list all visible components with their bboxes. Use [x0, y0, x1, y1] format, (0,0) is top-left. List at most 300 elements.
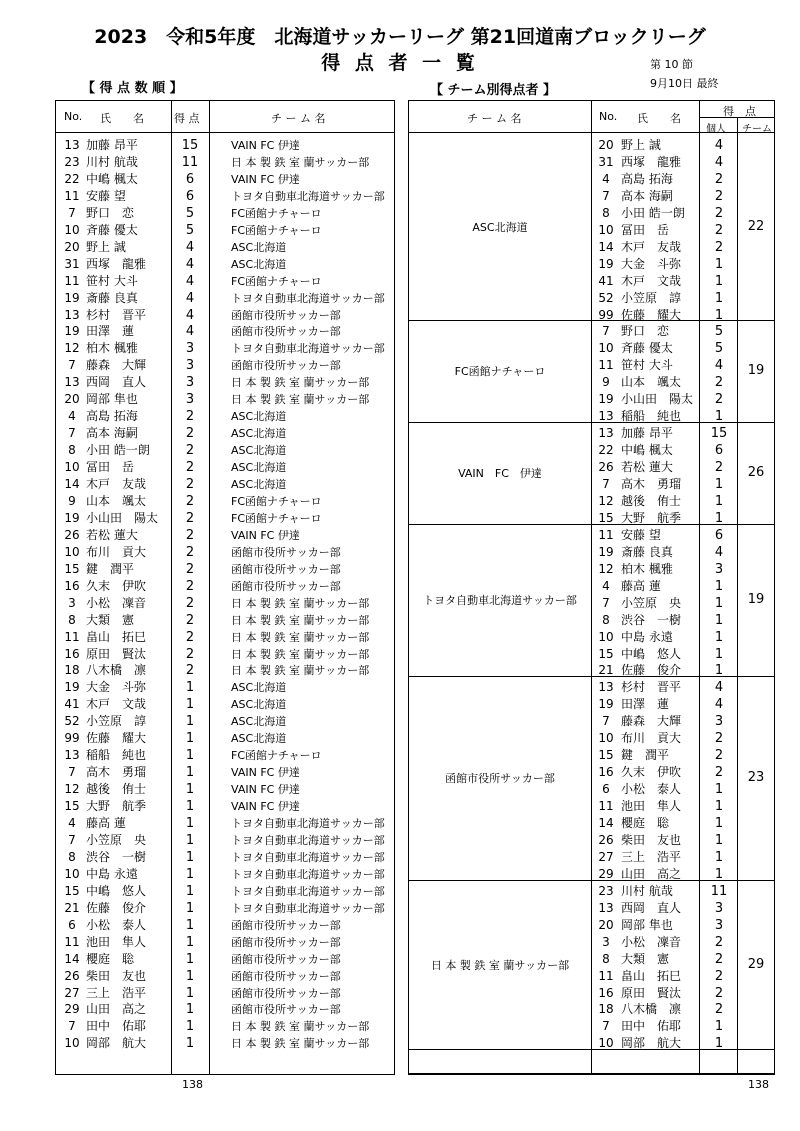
table-row	[409, 832, 774, 849]
scorer-team: 日 本 製 鉄 室 蘭サッカー部	[231, 1020, 370, 1034]
player-points: 2	[714, 171, 724, 187]
scorer-no: 13	[64, 307, 80, 322]
scorer-team: ASC北海道	[231, 715, 287, 729]
scorer-no: 8	[68, 443, 76, 458]
scorer-no: 10	[64, 866, 80, 881]
player-points: 1	[714, 307, 724, 323]
scorer-team: 函館市役所サッカー部	[231, 1003, 341, 1017]
table-row	[56, 747, 394, 764]
scorer-team: VAIN FC 伊達	[231, 139, 300, 152]
table-row	[409, 256, 774, 273]
scorer-points: 11	[181, 154, 199, 170]
player-name: 久末 伊吹	[621, 765, 682, 780]
player-name: 大金 斗弥	[621, 256, 682, 271]
player-points: 6	[714, 527, 724, 543]
scorer-points: 1	[185, 951, 195, 967]
scorer-points: 2	[185, 493, 195, 509]
player-no: 12	[598, 561, 614, 576]
scorer-name: 川村 航哉	[86, 154, 138, 169]
scorer-points: 2	[185, 561, 195, 577]
scorer-team: トヨタ自動車北海道サッカー部	[231, 833, 385, 847]
scorer-no: 22	[64, 171, 80, 186]
scorer-name: 八木橋 凛	[86, 663, 147, 678]
table-row	[56, 256, 394, 273]
player-points: 2	[714, 968, 724, 984]
scorer-team: VAIN FC 伊達	[231, 528, 300, 542]
player-name: 三上 浩平	[621, 849, 682, 864]
team-name: VAIN FC 伊達	[458, 467, 542, 480]
scorer-team: 函館市役所サッカー部	[231, 986, 341, 1000]
player-name: 山本 颯太	[621, 375, 682, 390]
team-total: 26	[747, 465, 765, 480]
scorer-name: 畠山 拓巳	[86, 629, 147, 644]
player-points: 2	[714, 205, 724, 221]
table-row	[56, 425, 394, 442]
scorer-name: 西塚 龍雅	[86, 256, 147, 271]
scorer-team: 函館市役所サッカー部	[231, 562, 341, 576]
table-row	[56, 900, 394, 917]
table-row	[409, 357, 774, 374]
player-name: 若松 蓮大	[621, 460, 673, 475]
player-name: 鍵 潤平	[621, 748, 670, 763]
player-points: 3	[714, 900, 724, 916]
table-row	[409, 900, 774, 917]
table-row	[56, 1035, 394, 1052]
scorer-no: 19	[64, 680, 80, 695]
table-row	[56, 612, 394, 629]
player-name: 高島 拓海	[621, 171, 673, 186]
scorer-no: 14	[64, 477, 80, 491]
player-name: 佐藤 俊介	[621, 663, 682, 678]
scorer-points: 1	[185, 866, 195, 882]
scorer-name: 笹村 大斗	[86, 273, 138, 288]
scorer-points: 1	[185, 748, 195, 764]
player-points: 2	[714, 392, 724, 408]
scorer-no: 3	[68, 595, 76, 610]
scorer-team: 日 本 製 鉄 室 蘭サッカー部	[231, 647, 370, 661]
table-row	[409, 323, 774, 340]
player-points: 2	[714, 1002, 724, 1018]
table-row	[56, 323, 394, 340]
player-name: 田中 佑耶	[621, 1019, 682, 1034]
scorer-name: 越後 侑士	[86, 782, 147, 797]
scorer-no: 12	[64, 782, 80, 797]
scorer-no: 8	[68, 612, 76, 627]
scorer-name: 安藤 望	[86, 188, 126, 203]
player-no: 12	[598, 493, 614, 508]
scorer-name: 若松 蓮大	[86, 527, 138, 542]
scorer-name: 高島 拓海	[86, 409, 138, 424]
table-row	[409, 1001, 774, 1018]
scorer-team: ASC北海道	[231, 681, 287, 695]
player-points: 4	[714, 358, 724, 374]
team-name: 日 本 製 鉄 室 蘭サッカー部	[430, 958, 570, 972]
scorer-points: 2	[185, 595, 195, 611]
table-row	[56, 459, 394, 476]
player-name: 大野 航季	[621, 510, 682, 525]
scorer-name: 木戸 文哉	[86, 697, 147, 712]
scorer-no: 7	[68, 832, 76, 847]
table-row	[56, 629, 394, 646]
table-row	[409, 459, 774, 476]
player-points: 4	[714, 544, 724, 560]
scorer-points: 1	[185, 816, 195, 831]
scorer-name: 原田 賢汰	[86, 646, 147, 661]
scorer-name: 稲船 純也	[86, 748, 147, 763]
player-points: 1	[714, 578, 724, 594]
scorer-name: 中嶋 楓太	[86, 171, 138, 186]
table-row	[409, 561, 774, 578]
player-no: 8	[602, 951, 610, 966]
scorer-points: 1	[185, 917, 195, 933]
scorer-name: 大類 憲	[86, 612, 135, 627]
player-name: 中嶋 悠人	[621, 646, 682, 661]
scorer-no: 19	[64, 510, 80, 525]
scorer-points: 6	[185, 188, 195, 204]
player-name: 田澤 蓮	[621, 697, 670, 712]
scorer-points: 1	[185, 731, 195, 747]
scorer-no: 23	[64, 154, 80, 169]
scorer-points: 1	[185, 782, 195, 798]
player-name: 岡部 航大	[621, 1036, 682, 1051]
player-no: 19	[598, 256, 614, 271]
scorer-no: 6	[68, 917, 76, 932]
player-points: 4	[714, 680, 724, 696]
player-no: 10	[598, 629, 614, 644]
scorer-team: VAIN FC 伊達	[231, 766, 300, 780]
player-points: 4	[714, 697, 724, 713]
table-row	[409, 340, 774, 357]
team-total: 19	[747, 592, 765, 608]
scorer-points: 2	[185, 544, 195, 560]
table-row	[409, 679, 774, 696]
player-points: 1	[714, 782, 724, 798]
scorer-team: VAIN FC 伊達	[231, 800, 300, 814]
player-points: 2	[714, 188, 724, 204]
table-row	[409, 1018, 774, 1035]
player-points: 5	[714, 341, 724, 357]
player-points: 5	[714, 324, 724, 340]
table-row	[56, 866, 394, 883]
player-name: 笹村 大斗	[621, 358, 673, 373]
scorer-points: 2	[185, 629, 195, 645]
player-no: 11	[598, 968, 614, 983]
scorer-name: 加藤 昂平	[86, 138, 138, 152]
scorer-name: 小笠原 央	[86, 832, 147, 847]
table-row	[56, 307, 394, 324]
player-no: 7	[602, 324, 610, 339]
player-no: 16	[598, 985, 614, 1000]
scorer-no: 7	[68, 426, 76, 441]
scorer-no: 4	[68, 816, 76, 830]
scorer-team: 函館市役所サッカー部	[231, 579, 341, 593]
player-no: 22	[598, 443, 614, 458]
header-no: No.	[64, 110, 83, 123]
scorer-no: 99	[64, 731, 80, 746]
scorer-team: 日 本 製 鉄 室 蘭サッカー部	[231, 664, 370, 678]
table-row	[56, 595, 394, 612]
scorer-points: 1	[185, 799, 195, 815]
player-name: 八木橋 凛	[621, 1002, 682, 1017]
player-points: 2	[714, 239, 724, 255]
table-row	[56, 171, 394, 188]
player-name: 渋谷 一樹	[621, 612, 682, 627]
table-row	[409, 425, 774, 442]
scorer-points: 1	[185, 832, 195, 848]
player-name: 木戸 友哉	[621, 239, 682, 254]
scorer-no: 12	[64, 341, 80, 356]
table-row	[56, 883, 394, 900]
player-points: 1	[714, 595, 724, 611]
player-no: 7	[602, 477, 610, 491]
scorer-team: ASC北海道	[231, 410, 287, 424]
page-number-right: 138	[748, 1078, 769, 1091]
scorer-team: ASC北海道	[231, 444, 287, 458]
scorer-no: 27	[64, 985, 80, 1000]
player-name: 冨田 岳	[621, 222, 670, 237]
table-row	[409, 171, 774, 188]
scorer-name: 佐藤 俊介	[86, 900, 147, 915]
player-no: 27	[598, 849, 614, 864]
scorer-points: 1	[185, 883, 195, 899]
player-name: 高本 海嗣	[621, 188, 673, 203]
table-row	[56, 662, 394, 679]
table-row	[409, 205, 774, 222]
player-points: 1	[714, 510, 724, 526]
player-no: 19	[598, 392, 614, 407]
player-no: 14	[598, 816, 614, 830]
scorer-name: 岡部 航大	[86, 1036, 147, 1051]
player-points: 3	[714, 714, 724, 730]
group-divider	[409, 422, 774, 423]
date-label: 9月10日 最終	[650, 77, 719, 90]
player-no: 3	[602, 934, 610, 949]
scorer-no: 19	[64, 290, 80, 305]
table-row	[56, 374, 394, 391]
scorer-team: 函館市役所サッカー部	[231, 545, 341, 559]
scorer-points: 5	[185, 205, 195, 221]
player-no: 29	[598, 866, 614, 881]
table-row	[409, 815, 774, 832]
player-points: 1	[714, 799, 724, 815]
scorer-points: 1	[185, 1019, 195, 1035]
table-row	[56, 239, 394, 256]
scorer-no: 19	[64, 324, 80, 339]
scorer-points: 1	[185, 714, 195, 730]
table-row	[409, 985, 774, 1002]
scorer-team: 日 本 製 鉄 室 蘭サッカー部	[231, 613, 370, 627]
player-name: 木戸 文哉	[621, 273, 682, 288]
player-no: 26	[598, 460, 614, 475]
group-divider	[409, 676, 774, 677]
table-row	[409, 917, 774, 934]
player-name: 稲船 純也	[621, 409, 682, 424]
table-row	[56, 934, 394, 951]
table-row	[409, 154, 774, 171]
scorer-no: 16	[64, 646, 80, 661]
table-row	[409, 747, 774, 764]
scorer-no: 21	[64, 900, 80, 915]
player-points: 1	[714, 273, 724, 289]
team-total: 19	[747, 363, 765, 379]
header-name: 氏 名	[100, 112, 144, 125]
player-no: 4	[602, 578, 610, 593]
section-ranking-heading: 【 得 点 数 順 】	[82, 81, 183, 96]
table-row	[56, 951, 394, 968]
team-total: 29	[747, 956, 765, 972]
blank-row-divider	[409, 1073, 774, 1074]
scorer-team: トヨタ自動車北海道サッカー部	[231, 867, 385, 881]
scorer-no: 11	[64, 273, 80, 288]
scorer-name: 木戸 友哉	[86, 477, 147, 491]
player-name: 大類 憲	[621, 951, 670, 966]
scorer-name: 田澤 蓮	[86, 324, 135, 339]
table-row	[409, 527, 774, 544]
table-row	[56, 340, 394, 357]
table-row	[409, 612, 774, 629]
scorer-no: 13	[64, 748, 80, 763]
player-no: 41	[598, 273, 614, 288]
scorer-points: 1	[185, 968, 195, 984]
table-row	[409, 730, 774, 747]
scorer-name: 西岡 直人	[86, 375, 147, 390]
document-subtitle: 得 点 者 一 覧	[321, 52, 479, 74]
table-row	[56, 764, 394, 781]
scorer-points: 3	[185, 375, 195, 391]
scorer-team: ASC北海道	[231, 461, 287, 475]
scorer-points: 2	[185, 477, 195, 492]
scorer-team: 日 本 製 鉄 室 蘭サッカー部	[231, 376, 370, 390]
group-divider	[409, 320, 774, 321]
player-name: 佐藤 耀大	[621, 307, 682, 322]
scorer-name: 斉藤 優太	[86, 222, 138, 237]
player-name: 藤森 大輝	[621, 714, 682, 729]
scorer-no: 7	[68, 205, 76, 220]
table-row	[56, 917, 394, 934]
section-team-heading: 【 チーム別得点者 】	[430, 83, 557, 98]
scorer-name: 中島 永遠	[86, 866, 138, 881]
scorer-no: 10	[64, 222, 80, 237]
player-no: 13	[598, 409, 614, 424]
player-no: 16	[598, 765, 614, 780]
player-name: 野口 恋	[621, 324, 670, 339]
player-name: 高木 勇瑠	[621, 477, 682, 491]
player-no: 99	[598, 307, 614, 322]
scorer-team: トヨタ自動車北海道サッカー部	[231, 189, 385, 203]
scorer-no: 16	[64, 578, 80, 593]
table-row	[409, 239, 774, 256]
player-name: 柴田 友也	[621, 832, 682, 847]
scorer-points: 2	[185, 527, 195, 543]
table-row	[409, 595, 774, 612]
scorer-name: 高本 海嗣	[86, 426, 138, 441]
table-row	[56, 968, 394, 985]
player-no: 26	[598, 832, 614, 847]
player-no: 19	[598, 544, 614, 559]
player-no: 10	[598, 222, 614, 237]
scorer-team: ASC北海道	[231, 257, 287, 271]
table-row	[56, 273, 394, 290]
scorer-no: 9	[68, 493, 76, 508]
player-points: 1	[714, 1019, 724, 1035]
scorer-no: 4	[68, 409, 76, 424]
table-row	[56, 408, 394, 425]
scorer-points: 2	[185, 426, 195, 442]
player-points: 2	[714, 934, 724, 950]
scorer-team: ASC北海道	[231, 698, 287, 712]
player-name: 池田 隼人	[621, 799, 682, 814]
table-row	[56, 696, 394, 713]
scorer-name: 三上 浩平	[86, 985, 147, 1000]
team-name: トヨタ自動車北海道サッカー部	[423, 594, 577, 608]
scorer-no: 15	[64, 883, 80, 898]
team-name: FC函館ナチャーロ	[454, 365, 546, 379]
scorer-team: FC函館ナチャーロ	[231, 206, 322, 220]
table-row	[409, 137, 774, 154]
player-points: 2	[714, 731, 724, 747]
scorer-points: 2	[185, 510, 195, 526]
scorer-team: 日 本 製 鉄 室 蘭サッカー部	[231, 1037, 370, 1051]
player-points: 1	[714, 477, 724, 492]
scorer-name: 中嶋 悠人	[86, 883, 147, 898]
player-no: 8	[602, 205, 610, 220]
table-row	[409, 442, 774, 459]
table-row	[409, 968, 774, 985]
round-label: 第 10 節	[650, 58, 693, 71]
scorer-points: 1	[185, 1002, 195, 1018]
scorer-points: 2	[185, 646, 195, 662]
player-no: 7	[602, 595, 610, 610]
scorer-name: 小松 泰人	[86, 917, 147, 932]
scorer-no: 13	[64, 138, 80, 152]
table-row	[409, 849, 774, 866]
scorer-team: FC函館ナチャーロ	[231, 274, 322, 288]
player-no: 52	[598, 290, 614, 305]
scorer-name: 藤森 大輝	[86, 358, 147, 373]
header-divider	[56, 132, 394, 133]
table-row	[409, 883, 774, 900]
player-name: 畠山 拓巳	[621, 968, 682, 983]
player-no: 6	[602, 782, 610, 797]
table-row	[56, 815, 394, 832]
scorer-points: 2	[185, 612, 195, 628]
player-no: 11	[598, 527, 614, 542]
player-points: 15	[710, 426, 728, 442]
player-no: 13	[598, 900, 614, 915]
table-row	[409, 290, 774, 307]
player-no: 7	[602, 188, 610, 203]
scorer-team: ASC北海道	[231, 240, 287, 254]
scorer-name: 渋谷 一樹	[86, 849, 147, 864]
scorer-name: 大金 斗弥	[86, 680, 147, 695]
header-team: チ ー ム 名	[467, 112, 522, 125]
team-total: 23	[747, 770, 765, 786]
scorer-no: 10	[64, 544, 80, 559]
scorer-team: VAIN FC 伊達	[231, 172, 300, 186]
scorer-name: 山田 高之	[86, 1002, 147, 1017]
player-points: 2	[714, 375, 724, 391]
player-points: 1	[714, 663, 724, 679]
table-row	[409, 781, 774, 798]
header-team-total: チーム	[742, 124, 772, 135]
table-row	[56, 290, 394, 307]
scorer-name: 池田 隼人	[86, 934, 147, 949]
group-divider	[409, 880, 774, 881]
player-no: 10	[598, 1036, 614, 1051]
table-row	[409, 934, 774, 951]
player-points: 6	[714, 443, 724, 459]
scorer-team: VAIN FC 伊達	[231, 783, 300, 797]
